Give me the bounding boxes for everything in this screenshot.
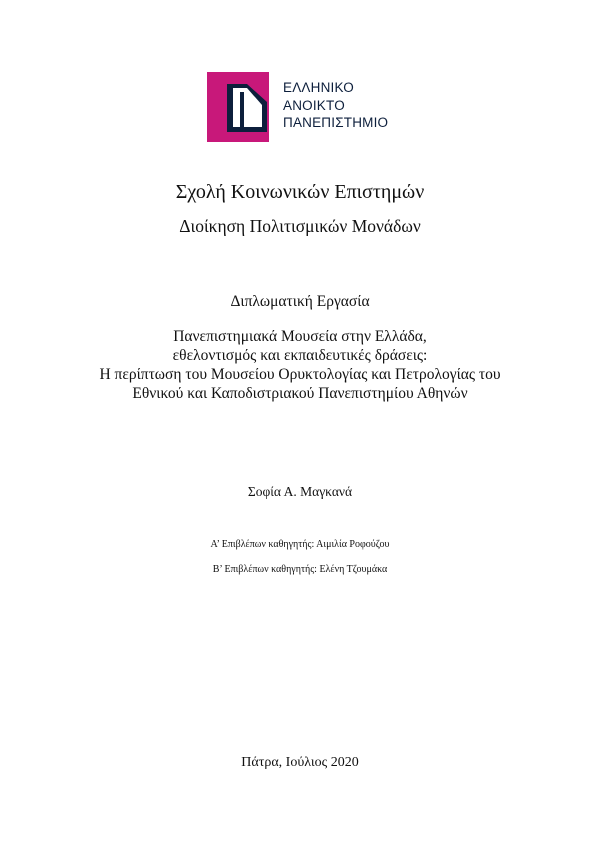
thesis-type: Διπλωματική Εργασία [230,293,370,310]
program-name: Διοίκηση Πολιτισμικών Μονάδων [179,216,421,236]
thesis-title-line: Η περίπτωση του Μουσείου Ορυκτολογίας και Πετρολογίας του [99,366,501,383]
school-name: Σχολή Κοινωνικών Επιστημών [175,181,425,203]
author-name: Σοφία Α. Μαγκανά [247,484,353,499]
supervisor-b: Β’ Επιβλέπων καθηγητής: Ελένη Τζουμάκα [212,564,388,575]
logo-line-3: ΠΑΝΕΠΙΣΤΗΜΙΟ [283,115,389,130]
eap-logo-mark-icon [207,72,277,142]
logo-line-2: ΑΝΟΙΚΤΟ [283,97,345,113]
supervisor-a: Α’ Επιβλέπων καθηγητής: Αιμιλία Ροφούζου [210,539,390,550]
thesis-title-line: Πανεπιστημιακά Μουσεία στην Ελλάδα, [173,328,427,345]
logo-line-1: ΕΛΛΗΝΙΚΟ [283,80,354,95]
thesis-title-line: Εθνικού και Καποδιστριακού Πανεπιστημίου Αθηνών [132,385,468,402]
logo-wordmark [283,79,388,132]
thesis-title-line: εθελοντισμός και εκπαιδευτικές δράσεις: [172,347,428,364]
place-and-date: Πάτρα, Ιούλιος 2020 [241,755,359,770]
university-logo [207,72,407,142]
thesis-title [0,327,600,403]
